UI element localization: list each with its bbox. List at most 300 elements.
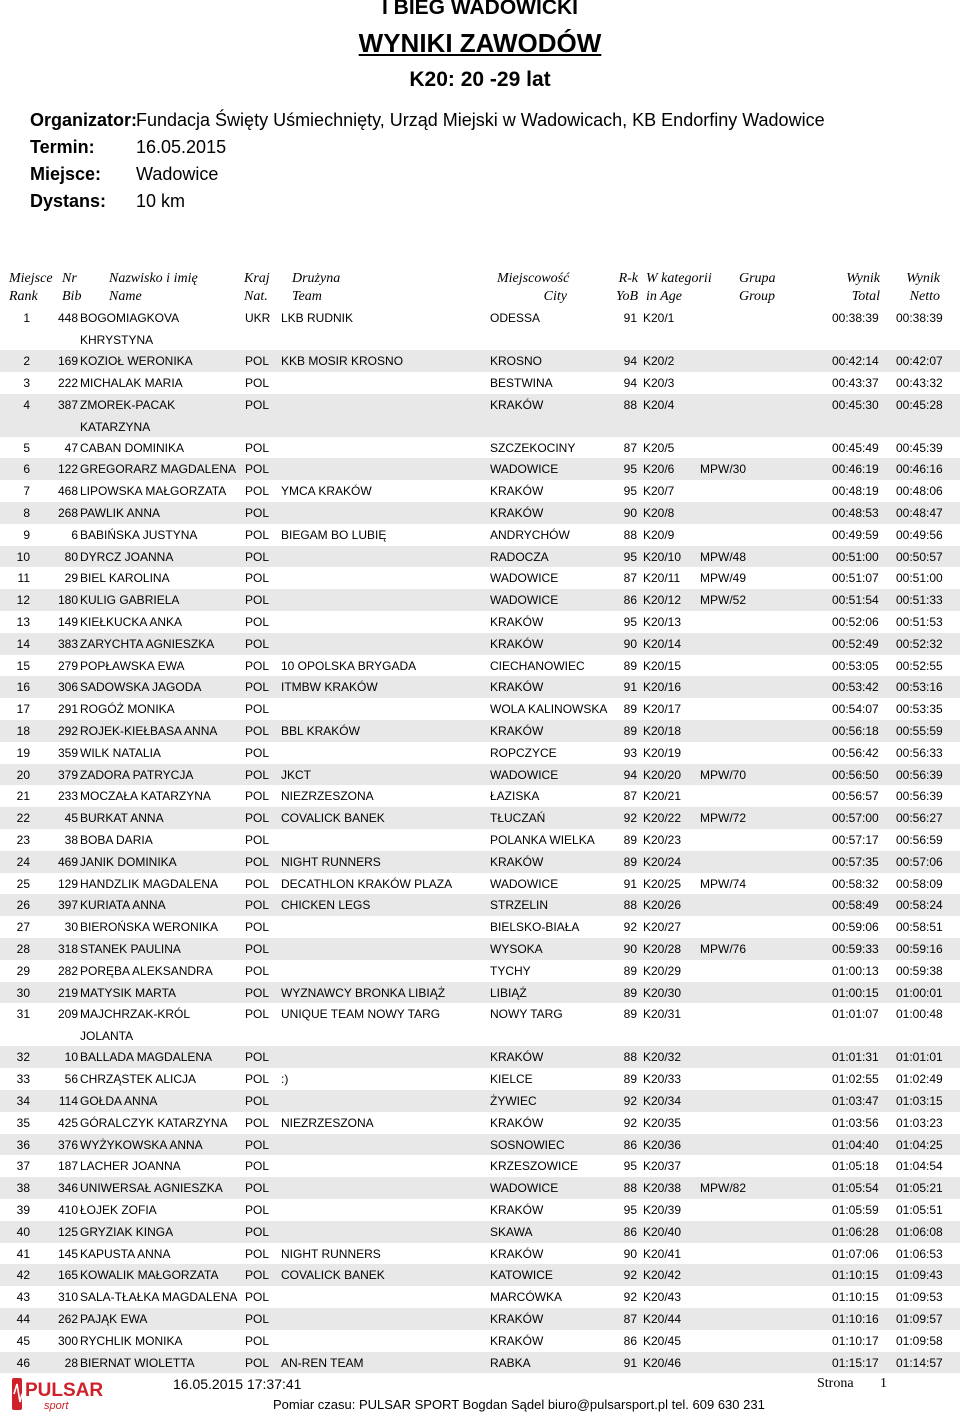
cell-yob: 90 [623, 942, 637, 956]
cell-bib: 122 [57, 462, 78, 477]
cell-group: MPW/70 [700, 767, 747, 782]
cell-nat: UKR [245, 311, 271, 325]
cell-yob: 95 [623, 462, 637, 477]
cell-total: 01:05:54 [832, 1181, 879, 1196]
cell-name-line2: JOLANTA [80, 1029, 134, 1044]
cell-name: MAJCHRZAK-KRÓL [80, 1007, 191, 1022]
cell-name: CABAN DOMINIKA [80, 440, 185, 455]
cell-total: 01:01:07 [832, 1007, 879, 1022]
cell-city: WADOWICE [490, 462, 559, 477]
cell-bib: 233 [57, 789, 78, 804]
table-row [0, 720, 960, 742]
cell-city: ROPCZYCE [490, 745, 557, 760]
cell-netto: 00:45:28 [896, 397, 943, 412]
cell-total: 01:15:17 [832, 1355, 879, 1370]
cell-bib: 318 [57, 942, 78, 956]
cell-nat: POL [245, 571, 270, 586]
table-row [0, 307, 960, 350]
cell-bib: 346 [57, 1181, 78, 1196]
cell-total: 00:59:33 [832, 942, 879, 956]
cell-bib: 114 [58, 1094, 78, 1108]
cell-total: 00:51:00 [832, 549, 879, 564]
cell-total: 00:42:14 [832, 354, 879, 368]
cell-team: CHICKEN LEGS [281, 898, 371, 913]
cell-city: KRZESZOWICE [490, 1159, 579, 1174]
cell-yob: 95 [623, 549, 637, 564]
cell-cat: K20/35 [643, 1115, 682, 1130]
cell-name: BALLADA MAGDALENA [80, 1050, 213, 1065]
table-row [0, 480, 960, 502]
cell-name: BIERNAT WIOLETTA [80, 1355, 195, 1370]
cell-rank: 24 [16, 854, 30, 869]
cell-total: 00:45:49 [832, 440, 879, 455]
cell-total: 01:04:40 [832, 1137, 879, 1152]
cell-cat: K20/31 [643, 1007, 682, 1022]
cell-netto: 00:59:38 [896, 963, 943, 978]
cell-name: BIEROŃSKA WERONIKA [80, 920, 219, 935]
cell-total: 00:56:50 [832, 767, 879, 782]
cell-total: 01:00:15 [832, 985, 879, 1000]
cell-nat: POL [245, 1203, 270, 1217]
cell-yob: 90 [623, 506, 637, 520]
cell-cat: K20/29 [643, 963, 682, 978]
cell-nat: POL [245, 876, 270, 891]
category-title: K20: 20 -29 lat [409, 68, 551, 91]
cell-total: 00:54:07 [832, 702, 879, 717]
cell-total: 01:02:55 [832, 1072, 879, 1087]
cell-bib: 310 [57, 1290, 78, 1305]
cell-name: WYŻYKOWSKA ANNA [80, 1137, 203, 1152]
cell-rank: 29 [16, 963, 30, 978]
cell-rank: 17 [16, 702, 30, 717]
cell-netto: 01:05:51 [896, 1203, 943, 1217]
cell-city: ŁAZISKA [490, 789, 540, 804]
cell-yob: 86 [623, 593, 637, 608]
organizer-label: Organizator: [30, 110, 138, 130]
cell-rank: 5 [23, 440, 30, 455]
cell-cat: K20/12 [643, 593, 682, 608]
cell-city: KROSNO [490, 354, 543, 368]
cell-bib: 468 [57, 484, 78, 499]
cell-name: POPŁAWSKA EWA [80, 658, 185, 673]
cell-bib: 282 [57, 963, 78, 978]
cell-city: LIBIĄŻ [490, 985, 527, 1000]
cell-group: MPW/30 [700, 462, 747, 477]
cell-group: MPW/52 [700, 593, 747, 608]
cell-yob: 91 [623, 311, 637, 325]
cell-name: PORĘBA ALEKSANDRA [80, 963, 213, 978]
cell-netto: 00:50:57 [896, 549, 943, 564]
cell-cat: K20/33 [643, 1072, 682, 1087]
table-row [0, 916, 960, 938]
cell-yob: 88 [623, 1050, 637, 1065]
table-row [0, 785, 960, 807]
cell-team: COVALICK BANEK [281, 811, 385, 826]
cell-cat: K20/11 [643, 571, 681, 586]
table-row [0, 1352, 960, 1374]
cell-city: WADOWICE [490, 593, 559, 608]
cell-nat: POL [245, 462, 270, 477]
cell-total: 00:53:05 [832, 658, 879, 673]
cell-yob: 91 [623, 1355, 637, 1370]
cell-cat: K20/10 [643, 549, 682, 564]
cell-city: ODESSA [490, 311, 541, 325]
cell-total: 00:56:42 [832, 745, 879, 760]
table-row [0, 350, 960, 372]
cell-team: KKB MOSIR KROSNO [281, 354, 404, 368]
cell-group: MPW/82 [700, 1181, 747, 1196]
table-row [0, 1308, 960, 1330]
cell-bib: 425 [57, 1115, 78, 1130]
cell-bib: 219 [57, 985, 78, 1000]
cell-netto: 00:52:32 [896, 636, 943, 651]
cell-team: YMCA KRAKÓW [281, 484, 372, 499]
cell-rank: 38 [16, 1181, 30, 1196]
cell-nat: POL [245, 549, 270, 564]
table-row [0, 807, 960, 829]
cell-cat: K20/13 [643, 615, 682, 629]
cell-yob: 89 [623, 658, 637, 673]
cell-city: BIELSKO-BIAŁA [490, 920, 580, 935]
cell-city: SKAWA [490, 1224, 533, 1239]
cell-cat: K20/7 [643, 484, 675, 499]
cell-netto: 00:52:55 [896, 658, 943, 673]
cell-name: KAPUSTA ANNA [80, 1246, 171, 1261]
cell-yob: 95 [623, 484, 637, 499]
place-value: Wadowice [136, 164, 219, 184]
cell-city: KRAKÓW [490, 636, 544, 651]
col-header-bib: Nr Bib [62, 271, 82, 304]
table-row [0, 567, 960, 589]
cell-yob: 88 [623, 397, 637, 412]
cell-group: MPW/72 [700, 811, 747, 826]
results-title: WYNIKI ZAWODÓW [358, 28, 602, 58]
cell-cat: K20/26 [643, 898, 682, 913]
cell-cat: K20/19 [643, 745, 682, 760]
cell-name: RYCHLIK MONIKA [80, 1333, 183, 1348]
cell-netto: 01:09:58 [896, 1333, 943, 1348]
cell-nat: POL [245, 1246, 270, 1261]
table-row [0, 894, 960, 916]
cell-city: KRAKÓW [490, 1115, 544, 1130]
table-row [0, 589, 960, 611]
cell-name: CHRZĄSTEK ALICJA [80, 1072, 197, 1087]
cell-bib: 10 [64, 1050, 78, 1065]
cell-bib: 28 [64, 1355, 78, 1370]
cell-yob: 89 [623, 702, 637, 717]
cell-netto: 00:57:06 [896, 854, 943, 869]
cell-rank: 2 [23, 354, 30, 368]
table-row [0, 960, 960, 982]
cell-bib: 387 [57, 397, 78, 412]
cell-yob: 89 [623, 1072, 637, 1087]
cell-total: 01:10:16 [832, 1312, 879, 1326]
cell-nat: POL [245, 615, 270, 629]
cell-city: KRAKÓW [490, 724, 544, 738]
cell-rank: 27 [16, 920, 30, 935]
cell-netto: 00:56:59 [896, 833, 943, 847]
table-row [0, 742, 960, 764]
cell-city: KRAKÓW [490, 615, 544, 629]
cell-nat: POL [245, 985, 270, 1000]
cell-cat: K20/22 [643, 811, 682, 826]
col-header-netto: Wynik Netto [906, 271, 940, 304]
cell-rank: 1 [23, 311, 30, 325]
cell-name: MATYSIK MARTA [80, 985, 177, 1000]
cell-netto: 01:00:01 [896, 985, 943, 1000]
cell-cat: K20/45 [643, 1333, 682, 1348]
cell-netto: 00:48:47 [896, 506, 943, 520]
cell-total: 01:05:59 [832, 1203, 879, 1217]
cell-name-line2: KHRYSTYNA [80, 333, 154, 347]
table-row [0, 1286, 960, 1308]
cell-name: KOZIOŁ WERONIKA [80, 354, 193, 368]
cell-bib: 209 [57, 1007, 78, 1022]
cell-cat: K20/5 [643, 440, 675, 455]
cell-rank: 35 [16, 1115, 30, 1130]
cell-rank: 16 [16, 680, 30, 695]
cell-cat: K20/14 [643, 636, 682, 651]
cell-rank: 15 [16, 658, 30, 673]
cell-bib: 268 [57, 506, 78, 520]
col-header-category: W kategorii in Age [646, 271, 712, 304]
cell-name: BOGOMIAGKOVA [80, 311, 180, 325]
cell-team: LKB RUDNIK [281, 311, 354, 325]
cell-name: KIEŁKUCKA ANKA [80, 615, 183, 629]
cell-cat: K20/8 [643, 506, 675, 520]
cell-bib: 292 [57, 724, 78, 738]
cell-nat: POL [245, 811, 270, 826]
cell-name: LIPOWSKA MAŁGORZATA [80, 484, 227, 499]
cell-cat: K20/28 [643, 942, 682, 956]
cell-cat: K20/24 [643, 854, 682, 869]
cell-bib: 180 [57, 593, 78, 608]
cell-netto: 01:00:48 [896, 1007, 943, 1022]
cell-rank: 33 [16, 1072, 30, 1087]
cell-cat: K20/15 [643, 658, 682, 673]
organizer-value: Fundacja Święty Uśmiechnięty, Urząd Miejski w Wadowicach, KB Endorfiny Wadowice [136, 110, 825, 130]
cell-city: WADOWICE [490, 1181, 559, 1196]
cell-city: STRZELIN [490, 898, 549, 913]
cell-yob: 87 [623, 571, 637, 586]
cell-total: 01:07:06 [832, 1246, 879, 1261]
cell-nat: POL [245, 1333, 270, 1348]
cell-rank: 37 [16, 1159, 30, 1174]
cell-bib: 359 [57, 745, 78, 760]
cell-team: :) [281, 1072, 289, 1087]
cell-yob: 92 [623, 1115, 637, 1130]
cell-city: KATOWICE [490, 1268, 553, 1283]
cell-netto: 01:09:43 [896, 1268, 943, 1283]
cell-city: TŁUCZAŃ [490, 811, 546, 826]
cell-name: ZADORA PATRYCJA [80, 767, 194, 782]
cell-netto: 00:59:16 [896, 942, 943, 956]
cell-netto: 00:58:51 [896, 920, 943, 935]
cell-city: WYSOKA [490, 942, 543, 956]
cell-total: 00:49:59 [832, 527, 879, 542]
cell-rank: 19 [16, 745, 30, 760]
cell-rank: 46 [16, 1355, 30, 1370]
cell-total: 00:53:42 [832, 680, 879, 695]
cell-cat: K20/9 [643, 527, 675, 542]
cell-nat: POL [245, 484, 270, 499]
cell-name: GREGORARZ MAGDALENA [80, 462, 237, 477]
cell-total: 01:10:15 [832, 1290, 879, 1305]
cell-rank: 36 [16, 1137, 30, 1152]
cell-city: NOWY TARG [490, 1007, 563, 1022]
cell-cat: K20/1 [643, 311, 675, 325]
cell-cat: K20/34 [643, 1094, 682, 1108]
cell-name-line2: KATARZYNA [80, 419, 151, 434]
cell-netto: 01:01:01 [896, 1050, 943, 1065]
cell-nat: POL [245, 1094, 270, 1108]
cell-cat: K20/25 [643, 876, 682, 891]
cell-bib: 300 [57, 1333, 78, 1348]
cell-name: ZARYCHTA AGNIESZKA [80, 636, 215, 651]
table-row [0, 1046, 960, 1068]
cell-rank: 41 [16, 1246, 30, 1261]
cell-netto: 00:56:33 [896, 745, 943, 760]
cell-rank: 14 [16, 636, 30, 651]
cell-nat: POL [245, 1050, 270, 1065]
cell-total: 00:43:37 [832, 375, 879, 390]
cell-rank: 12 [16, 593, 30, 608]
cell-team: NIGHT RUNNERS [281, 854, 381, 869]
cell-yob: 93 [623, 745, 637, 760]
cell-total: 00:52:06 [832, 615, 879, 629]
cell-bib: 279 [57, 658, 78, 673]
cell-name: KURIATA ANNA [80, 898, 166, 913]
cell-cat: K20/42 [643, 1268, 682, 1283]
cell-rank: 22 [16, 811, 30, 826]
cell-team: BIEGAM BO LUBIĘ [281, 527, 387, 542]
cell-nat: POL [245, 527, 270, 542]
page-label: Strona [817, 1376, 854, 1391]
cell-netto: 01:04:25 [896, 1137, 943, 1152]
cell-city: SOSNOWIEC [490, 1137, 565, 1152]
cell-yob: 87 [623, 1312, 637, 1326]
cell-total: 00:58:32 [832, 876, 879, 891]
cell-city: KRAKÓW [490, 1312, 544, 1326]
cell-total: 00:38:39 [832, 311, 879, 325]
cell-netto: 00:42:07 [896, 354, 943, 368]
cell-name: BIEL KAROLINA [80, 571, 170, 586]
table-row [0, 372, 960, 394]
cell-cat: K20/16 [643, 680, 682, 695]
cell-cat: K20/40 [643, 1224, 682, 1239]
table-row [0, 1090, 960, 1112]
cell-netto: 00:48:06 [896, 484, 943, 499]
cell-nat: POL [245, 1137, 270, 1152]
cell-team: 10 OPOLSKA BRYGADA [281, 658, 417, 673]
cell-team: NIGHT RUNNERS [281, 1246, 381, 1261]
cell-rank: 28 [16, 942, 30, 956]
footer [0, 1374, 960, 1415]
cell-name: WILK NATALIA [80, 745, 161, 760]
cell-total: 00:57:00 [832, 811, 879, 826]
cell-city: CIECHANOWIEC [490, 658, 585, 673]
cell-nat: POL [245, 789, 270, 804]
cell-name: ZMOREK-PACAK [80, 397, 176, 412]
cell-netto: 00:58:24 [896, 898, 943, 913]
cell-total: 01:03:56 [832, 1115, 879, 1130]
cell-total: 00:48:53 [832, 506, 879, 520]
cell-yob: 86 [623, 1333, 637, 1348]
cell-yob: 91 [623, 680, 637, 695]
cell-total: 00:51:54 [832, 593, 879, 608]
col-header-rank: Miejsce Rank [9, 271, 53, 304]
cell-netto: 01:03:15 [896, 1094, 943, 1108]
table-row [0, 851, 960, 873]
cell-cat: K20/20 [643, 767, 682, 782]
cell-group: MPW/74 [700, 876, 747, 891]
cell-nat: POL [245, 658, 270, 673]
cell-netto: 01:03:23 [896, 1115, 943, 1130]
cell-rank: 3 [23, 375, 30, 390]
cell-nat: POL [245, 1115, 270, 1130]
date-value: 16.05.2015 [136, 137, 227, 157]
cell-netto: 00:43:32 [896, 375, 943, 390]
cell-total: 01:05:18 [832, 1159, 879, 1174]
cell-netto: 01:09:53 [896, 1290, 943, 1305]
cell-nat: POL [245, 354, 270, 368]
cell-yob: 86 [623, 1137, 637, 1152]
cell-netto: 00:45:39 [896, 440, 943, 455]
cell-total: 01:10:15 [832, 1268, 879, 1283]
table-row [0, 502, 960, 524]
cell-bib: 169 [57, 354, 78, 368]
cell-netto: 00:51:00 [896, 571, 943, 586]
cell-nat: POL [245, 833, 270, 847]
col-header-name: Nazwisko i imię Name [109, 271, 198, 304]
cell-netto: 01:04:54 [896, 1159, 943, 1174]
cell-rank: 18 [16, 724, 30, 738]
cell-nat: POL [245, 1072, 270, 1087]
table-row [0, 546, 960, 568]
cell-city: SZCZEKOCINY [490, 440, 576, 455]
cell-rank: 13 [16, 615, 30, 629]
cell-bib: 410 [57, 1203, 78, 1217]
cell-cat: K20/32 [643, 1050, 682, 1065]
cell-yob: 95 [623, 1159, 637, 1174]
table-row [0, 394, 960, 437]
cell-rank: 8 [23, 506, 30, 520]
cell-yob: 88 [623, 1181, 637, 1196]
cell-city: MARCÓWKA [490, 1290, 562, 1305]
cell-team: AN-REN TEAM [281, 1355, 364, 1370]
cell-netto: 01:09:57 [896, 1312, 943, 1326]
cell-team: UNIQUE TEAM NOWY TARG [281, 1007, 441, 1022]
cell-nat: POL [245, 375, 270, 390]
cell-city: KRAKÓW [490, 1333, 544, 1348]
cell-name: ROGÓŻ MONIKA [80, 702, 175, 717]
cell-name: STANEK PAULINA [80, 942, 181, 956]
cell-city: POLANKA WIELKA [490, 833, 595, 847]
cell-cat: K20/36 [643, 1137, 682, 1152]
cell-team: COVALICK BANEK [281, 1268, 385, 1283]
cell-name: UNIWERSAŁ AGNIESZKA [80, 1181, 223, 1196]
cell-cat: K20/6 [643, 462, 675, 477]
cell-bib: 29 [64, 571, 78, 586]
cell-team: WYZNAWCY BRONKA LIBIĄŻ [281, 985, 446, 1000]
table-row [0, 611, 960, 633]
cell-netto: 00:46:16 [896, 462, 943, 477]
cell-group: MPW/49 [700, 571, 747, 586]
cell-name: BABIŃSKA JUSTYNA [80, 527, 198, 542]
cell-total: 00:58:49 [832, 898, 879, 913]
cell-total: 00:45:30 [832, 397, 879, 412]
cell-cat: K20/44 [643, 1312, 682, 1326]
